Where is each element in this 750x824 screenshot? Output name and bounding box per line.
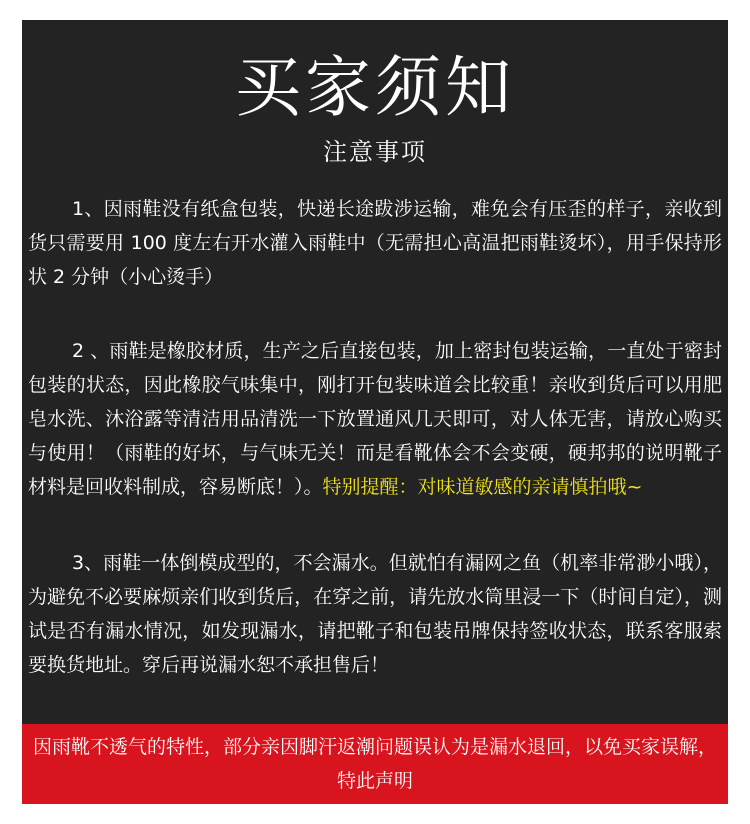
disclaimer-band xyxy=(22,724,728,804)
paragraph-2 xyxy=(28,334,722,504)
page-title: 买家须知 xyxy=(235,49,515,126)
section-subtitle: 注意事项 xyxy=(323,138,427,166)
paragraph-1-text: 1、因雨鞋没有纸盒包装，快递长途跋涉运输，难免会有压歪的样子，亲收到货只需要用 100 度左右开水灌入雨鞋中（无需担心高温把雨鞋烫坏），用手保持形状 2 分钟（小心烫手） xyxy=(28,198,722,288)
paragraph-2-text: 2 、雨鞋是橡胶材质，生产之后直接包装，加上密封包装运输，一直处于密封包装的状态，因此橡胶气味集中，刚打开包装味道会比较重！亲收到货后可以用肥皂水洗、沐浴露等清洁用品清洗一下放置通风几天即可，对人体无害，请放心购买与使用！（雨鞋的好坏，与气味无关！而是看靴体会不会变硬，硬邦邦的说明靴子材料是回收料制成，容易断底！）。 xyxy=(28,340,722,498)
notice-panel xyxy=(22,20,728,804)
special-reminder: 特别提醒：对味道敏感的亲请慎拍哦~ xyxy=(322,476,643,498)
disclaimer-text: 因雨靴不透气的特性，部分亲因脚汗返潮问题误认为是漏水退回，以免买家误解，特此声明 xyxy=(32,736,717,792)
paragraph-1 xyxy=(28,192,722,294)
paragraph-3 xyxy=(28,546,722,682)
paragraph-3-text: 3、雨鞋一体倒模成型的，不会漏水。但就怕有漏网之鱼（机率非常渺小哦），为避免不必要麻烦亲们收到货后，在穿之前，请先放水筒里浸一下（时间自定），测试是否有漏水情况，如发现漏水，请把靴子和包装吊牌保持签收状态，联系客服索要换货地址。穿后再说漏水恕不承担售后！ xyxy=(28,552,722,676)
